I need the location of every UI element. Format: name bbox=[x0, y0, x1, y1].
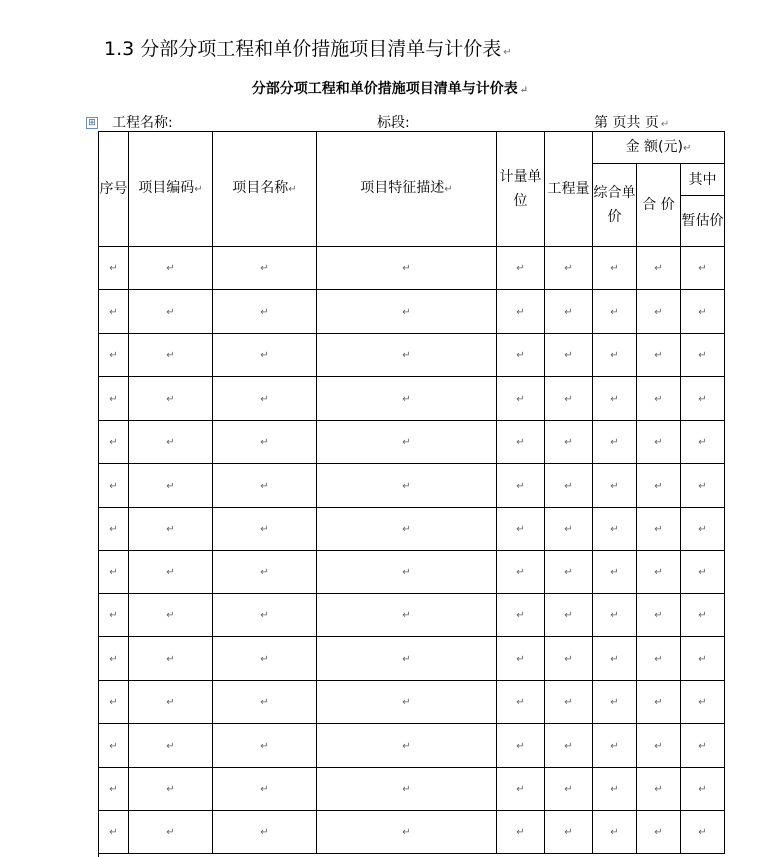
paragraph-mark-icon: ↵ bbox=[698, 740, 707, 752]
table-cell[interactable] bbox=[129, 768, 213, 811]
table-cell[interactable] bbox=[129, 637, 213, 681]
table-cell[interactable] bbox=[317, 377, 497, 421]
paragraph-mark-icon: ↵ bbox=[260, 610, 269, 621]
paragraph-mark-icon: ↵ bbox=[109, 827, 118, 838]
table-cell[interactable] bbox=[637, 464, 681, 508]
paragraph-mark-icon: ↵ bbox=[564, 263, 573, 274]
table-row bbox=[99, 290, 725, 334]
paragraph-mark-icon: ↵ bbox=[654, 306, 663, 318]
paragraph-mark-icon: ↵ bbox=[260, 784, 269, 795]
paragraph-mark-icon: ↵ bbox=[516, 697, 525, 708]
table-cell[interactable] bbox=[129, 247, 213, 290]
paragraph-mark-icon: ↵ bbox=[109, 567, 118, 578]
table-cell[interactable] bbox=[637, 811, 681, 854]
paragraph-mark-icon: ↵ bbox=[260, 480, 269, 492]
header-provisional: 暂估价 bbox=[681, 196, 725, 247]
table-cell[interactable] bbox=[213, 724, 317, 768]
table-cell[interactable] bbox=[637, 551, 681, 594]
table-cell[interactable] bbox=[545, 377, 593, 421]
paragraph-mark-icon: ↵ bbox=[109, 350, 118, 361]
paragraph-mark-icon: ↵ bbox=[402, 437, 411, 448]
paragraph-mark-icon: ↵ bbox=[654, 263, 663, 274]
table-cell[interactable] bbox=[129, 334, 213, 377]
table-cell[interactable] bbox=[99, 768, 129, 811]
table-row bbox=[99, 594, 725, 637]
paragraph-mark-icon: ↵ bbox=[654, 697, 663, 708]
paragraph-mark-icon: ↵ bbox=[654, 393, 663, 405]
paragraph-mark-icon: ↵ bbox=[516, 653, 525, 665]
paragraph-mark-icon: ↵ bbox=[260, 567, 269, 578]
table-cell[interactable] bbox=[497, 637, 545, 681]
paragraph-mark-icon: ↵ bbox=[698, 437, 707, 448]
paragraph-mark-icon: ↵ bbox=[610, 393, 619, 405]
paragraph-mark-icon: ↵ bbox=[402, 350, 411, 361]
table-cell[interactable] bbox=[99, 334, 129, 377]
paragraph-mark-icon: ↵ bbox=[698, 653, 707, 665]
paragraph-mark-icon: ↵ bbox=[610, 653, 619, 665]
paragraph-mark-icon: ↵ bbox=[564, 697, 573, 708]
header-desc: 项目特征描述↵ bbox=[317, 132, 497, 247]
paragraph-mark-icon: ↵ bbox=[402, 697, 411, 708]
paragraph-mark-icon: ↵ bbox=[610, 480, 619, 492]
table-cell[interactable] bbox=[213, 377, 317, 421]
header-unit-price: 综合单价 bbox=[593, 164, 637, 247]
table-row bbox=[99, 247, 725, 290]
paragraph-mark-icon: ↵ bbox=[698, 784, 707, 795]
paragraph-mark-icon: ↵ bbox=[516, 610, 525, 621]
paragraph-mark-icon: ↵ bbox=[166, 524, 175, 535]
paragraph-mark-icon: ↵ bbox=[109, 480, 118, 492]
table-cell[interactable] bbox=[99, 247, 129, 290]
header-total: 合 价 bbox=[637, 164, 681, 247]
paragraph-mark-icon: ↵ bbox=[610, 610, 619, 621]
table-cell[interactable] bbox=[497, 334, 545, 377]
table-row bbox=[99, 681, 725, 724]
paragraph-mark-icon: ↵ bbox=[564, 610, 573, 621]
table-cell[interactable] bbox=[497, 594, 545, 637]
table-cell[interactable] bbox=[637, 768, 681, 811]
table-cell[interactable] bbox=[317, 594, 497, 637]
paragraph-mark-icon: ↵ bbox=[402, 567, 411, 578]
table-cell[interactable] bbox=[99, 290, 129, 334]
table-row bbox=[99, 768, 725, 811]
table-cell[interactable] bbox=[593, 768, 637, 811]
table-cell[interactable] bbox=[593, 464, 637, 508]
table-cell[interactable] bbox=[497, 551, 545, 594]
paragraph-mark-icon: ↵ bbox=[654, 740, 663, 752]
paragraph-mark-icon: ↵ bbox=[166, 827, 175, 838]
paragraph-mark-icon: ↵ bbox=[109, 784, 118, 795]
table-cell[interactable] bbox=[497, 464, 545, 508]
table-row bbox=[99, 421, 725, 464]
table-cell[interactable] bbox=[99, 377, 129, 421]
table-cell[interactable] bbox=[497, 724, 545, 768]
table-cell[interactable] bbox=[317, 421, 497, 464]
paragraph-mark-icon: ↵ bbox=[516, 306, 525, 318]
paragraph-mark-icon: ↵ bbox=[654, 827, 663, 838]
table-cell[interactable] bbox=[681, 637, 725, 681]
paragraph-mark-icon: ↵ bbox=[654, 524, 663, 535]
paragraph-mark-icon: ↵ bbox=[516, 350, 525, 361]
table-row bbox=[99, 508, 725, 551]
paragraph-mark-icon: ↵ bbox=[166, 393, 175, 405]
table-cell[interactable] bbox=[545, 421, 593, 464]
table-cell[interactable] bbox=[317, 768, 497, 811]
paragraph-mark-icon: ↵ bbox=[564, 567, 573, 578]
table-cell[interactable] bbox=[99, 551, 129, 594]
table-cell[interactable] bbox=[637, 637, 681, 681]
paragraph-mark-icon: ↵ bbox=[564, 653, 573, 665]
paragraph-mark-icon: ↵ bbox=[698, 827, 707, 838]
paragraph-mark-icon: ↵ bbox=[260, 827, 269, 838]
paragraph-mark-icon: ↵ bbox=[260, 263, 269, 274]
table-cell[interactable] bbox=[213, 290, 317, 334]
table-cell[interactable] bbox=[213, 551, 317, 594]
header-unit: 计量单位 bbox=[497, 132, 545, 247]
paragraph-mark-icon: ↵ bbox=[109, 653, 118, 665]
table-cell[interactable] bbox=[497, 681, 545, 724]
paragraph-mark-icon: ↵ bbox=[402, 740, 411, 752]
table-cell[interactable] bbox=[681, 768, 725, 811]
paragraph-mark-icon: ↵ bbox=[698, 480, 707, 492]
table-cell[interactable] bbox=[545, 724, 593, 768]
paragraph-mark-icon: ↵ bbox=[564, 524, 573, 535]
paragraph-mark-icon: ↵ bbox=[698, 306, 707, 318]
paragraph-mark-icon: ↵ bbox=[260, 393, 269, 405]
paragraph-mark-icon: ↵ bbox=[698, 393, 707, 405]
table-cell[interactable] bbox=[99, 508, 129, 551]
table-cell[interactable] bbox=[317, 681, 497, 724]
table-cell[interactable] bbox=[99, 681, 129, 724]
paragraph-mark-icon: ↵ bbox=[654, 480, 663, 492]
paragraph-mark-icon: ↵ bbox=[698, 567, 707, 578]
table-row bbox=[99, 334, 725, 377]
paragraph-mark-icon: ↵ bbox=[610, 306, 619, 318]
table-cell[interactable] bbox=[545, 464, 593, 508]
paragraph-mark-icon: ↵ bbox=[698, 263, 707, 274]
table-cell[interactable] bbox=[545, 247, 593, 290]
paragraph-mark-icon: ↵ bbox=[516, 827, 525, 838]
table-cell[interactable] bbox=[637, 247, 681, 290]
paragraph-mark-icon: ↵ bbox=[564, 784, 573, 795]
table-cell[interactable] bbox=[637, 594, 681, 637]
paragraph-mark-icon: ↵ bbox=[654, 653, 663, 665]
table-cell[interactable] bbox=[545, 334, 593, 377]
table-cell[interactable] bbox=[129, 464, 213, 508]
table-cell[interactable] bbox=[545, 811, 593, 854]
table-cell[interactable] bbox=[213, 768, 317, 811]
table-cell[interactable] bbox=[637, 377, 681, 421]
paragraph-mark-icon: ↵ bbox=[610, 263, 619, 274]
paragraph-mark-icon: ↵ bbox=[698, 610, 707, 621]
table-cell[interactable] bbox=[497, 421, 545, 464]
table-cell[interactable] bbox=[497, 811, 545, 854]
table-cell[interactable] bbox=[129, 551, 213, 594]
paragraph-mark-icon: ↵ bbox=[260, 653, 269, 665]
table-cell[interactable] bbox=[637, 421, 681, 464]
paragraph-mark-icon: ↵ bbox=[519, 85, 529, 96]
paragraph-mark-icon: ↵ bbox=[564, 740, 573, 752]
table-cell[interactable] bbox=[593, 508, 637, 551]
paragraph-mark-icon: ↵ bbox=[516, 393, 525, 405]
paragraph-mark-icon: ↵ bbox=[260, 306, 269, 318]
paragraph-mark-icon: ↵ bbox=[564, 437, 573, 448]
header-code: 项目编码↵ bbox=[129, 132, 213, 247]
paragraph-mark-icon: ↵ bbox=[166, 437, 175, 448]
paragraph-mark-icon: ↵ bbox=[516, 567, 525, 578]
paragraph-mark-icon: ↵ bbox=[260, 524, 269, 535]
table-cell[interactable] bbox=[497, 768, 545, 811]
table-cell[interactable] bbox=[99, 421, 129, 464]
header-of-which: 其中 bbox=[681, 164, 725, 196]
paragraph-mark-icon: ↵ bbox=[260, 740, 269, 752]
paragraph-mark-icon: ↵ bbox=[698, 697, 707, 708]
table-cell[interactable] bbox=[593, 247, 637, 290]
table-cell[interactable] bbox=[637, 334, 681, 377]
table-cell[interactable] bbox=[129, 594, 213, 637]
paragraph-mark-icon: ↵ bbox=[109, 740, 118, 752]
table-cell[interactable] bbox=[99, 464, 129, 508]
table-cell[interactable] bbox=[213, 681, 317, 724]
table-cell[interactable] bbox=[681, 290, 725, 334]
table-cell[interactable] bbox=[129, 377, 213, 421]
header-seq: 序号 bbox=[99, 132, 129, 247]
paragraph-mark-icon: ↵ bbox=[654, 350, 663, 361]
paragraph-mark-icon: ↵ bbox=[564, 350, 573, 361]
paragraph-mark-icon: ↵ bbox=[260, 437, 269, 448]
table-cell[interactable] bbox=[129, 508, 213, 551]
table-cell[interactable] bbox=[99, 724, 129, 768]
table-cell[interactable] bbox=[213, 247, 317, 290]
paragraph-mark-icon: ↵ bbox=[166, 784, 175, 795]
table-cell[interactable] bbox=[497, 290, 545, 334]
table-move-handle-icon[interactable]: ⊞ bbox=[86, 117, 98, 129]
paragraph-mark-icon: ↵ bbox=[109, 610, 118, 621]
table-row bbox=[99, 377, 725, 421]
table-cell[interactable] bbox=[317, 290, 497, 334]
table-cell[interactable] bbox=[129, 724, 213, 768]
table-cell[interactable] bbox=[545, 637, 593, 681]
paragraph-mark-icon: ↵ bbox=[166, 480, 175, 492]
table-cell[interactable] bbox=[129, 811, 213, 854]
table-cell[interactable] bbox=[593, 551, 637, 594]
paragraph-mark-icon: ↵ bbox=[402, 653, 411, 665]
paragraph-mark-icon: ↵ bbox=[109, 263, 118, 274]
table-cell[interactable] bbox=[545, 768, 593, 811]
section-heading: 1.3 分部分项工程和单价措施项目清单与计价表 ↵ bbox=[104, 38, 512, 60]
paragraph-mark-icon: ↵ bbox=[109, 393, 118, 405]
table-cell[interactable] bbox=[681, 551, 725, 594]
paragraph-mark-icon: ↵ bbox=[654, 567, 663, 578]
paragraph-mark-icon: ↵ bbox=[166, 740, 175, 752]
paragraph-mark-icon: ↵ bbox=[166, 263, 175, 274]
table-cell[interactable] bbox=[681, 377, 725, 421]
table-row bbox=[99, 464, 725, 508]
paragraph-mark-icon: ↵ bbox=[654, 437, 663, 448]
table-cell[interactable] bbox=[593, 681, 637, 724]
paragraph-mark-icon: ↵ bbox=[109, 697, 118, 708]
paragraph-mark-icon: ↵ bbox=[610, 784, 619, 795]
paragraph-mark-icon: ↵ bbox=[698, 524, 707, 535]
table-cell[interactable] bbox=[317, 464, 497, 508]
paragraph-mark-icon: ↵ bbox=[503, 47, 512, 58]
table-cell[interactable] bbox=[129, 681, 213, 724]
table-cell[interactable] bbox=[681, 334, 725, 377]
paragraph-mark-icon: ↵ bbox=[260, 350, 269, 361]
table-row bbox=[99, 724, 725, 768]
table-row bbox=[99, 811, 725, 854]
paragraph-mark-icon: ↵ bbox=[109, 306, 118, 318]
table-cell[interactable] bbox=[681, 681, 725, 724]
table-cell[interactable] bbox=[637, 681, 681, 724]
paragraph-mark-icon: ↵ bbox=[516, 524, 525, 535]
table-cell[interactable] bbox=[545, 681, 593, 724]
paragraph-mark-icon: ↵ bbox=[402, 827, 411, 838]
paragraph-mark-icon: ↵ bbox=[610, 524, 619, 535]
paragraph-mark-icon: ↵ bbox=[516, 740, 525, 752]
paragraph-mark-icon: ↵ bbox=[660, 119, 670, 130]
table-cell[interactable] bbox=[497, 377, 545, 421]
paragraph-mark-icon: ↵ bbox=[109, 524, 118, 535]
paragraph-mark-icon: ↵ bbox=[109, 437, 118, 448]
table-cell[interactable] bbox=[129, 290, 213, 334]
header-amount: 金 额(元)↵ bbox=[593, 132, 725, 164]
table-row bbox=[99, 637, 725, 681]
paragraph-mark-icon: ↵ bbox=[654, 610, 663, 621]
paragraph-mark-icon: ↵ bbox=[166, 653, 175, 665]
table-cell[interactable] bbox=[681, 508, 725, 551]
table-cell[interactable] bbox=[637, 508, 681, 551]
table-cell[interactable] bbox=[593, 377, 637, 421]
table-cell[interactable] bbox=[593, 724, 637, 768]
page-label: 第 页共 页 ↵ bbox=[594, 115, 670, 131]
paragraph-mark-icon: ↵ bbox=[564, 480, 573, 492]
table-cell[interactable] bbox=[213, 421, 317, 464]
paragraph-mark-icon: ↵ bbox=[654, 784, 663, 795]
price-table bbox=[98, 131, 725, 854]
table-cell[interactable] bbox=[681, 811, 725, 854]
table-cell[interactable] bbox=[99, 637, 129, 681]
paragraph-mark-icon: ↵ bbox=[610, 350, 619, 361]
paragraph-mark-icon: ↵ bbox=[166, 697, 175, 708]
table-cell[interactable] bbox=[317, 247, 497, 290]
paragraph-mark-icon: ↵ bbox=[260, 697, 269, 708]
paragraph-mark-icon: ↵ bbox=[610, 697, 619, 708]
table-cell[interactable] bbox=[497, 247, 545, 290]
table-cell[interactable] bbox=[593, 421, 637, 464]
project-name-label: 工程名称: bbox=[112, 115, 173, 131]
table-cell[interactable] bbox=[213, 637, 317, 681]
paragraph-mark-icon: ↵ bbox=[166, 350, 175, 361]
paragraph-mark-icon: ↵ bbox=[564, 827, 573, 838]
header-qty: 工程量 bbox=[545, 132, 593, 247]
header-name: 项目名称↵ bbox=[213, 132, 317, 247]
table-cell[interactable] bbox=[593, 334, 637, 377]
table-cell[interactable] bbox=[99, 811, 129, 854]
table-cell[interactable] bbox=[681, 464, 725, 508]
table-cell[interactable] bbox=[545, 594, 593, 637]
table-cell[interactable] bbox=[99, 594, 129, 637]
table-title: 分部分项工程和单价措施项目清单与计价表 ↵ bbox=[251, 81, 529, 97]
paragraph-mark-icon: ↵ bbox=[402, 263, 411, 274]
table-cell[interactable] bbox=[637, 724, 681, 768]
table-cell[interactable] bbox=[681, 247, 725, 290]
table-cell[interactable] bbox=[213, 508, 317, 551]
table-continuation bbox=[98, 853, 726, 857]
table-cell[interactable] bbox=[317, 551, 497, 594]
paragraph-mark-icon: ↵ bbox=[610, 567, 619, 578]
table-cell[interactable] bbox=[545, 508, 593, 551]
paragraph-mark-icon: ↵ bbox=[402, 524, 411, 535]
table-cell[interactable] bbox=[545, 551, 593, 594]
paragraph-mark-icon: ↵ bbox=[516, 263, 525, 274]
table-cell[interactable] bbox=[317, 724, 497, 768]
table-cell[interactable] bbox=[497, 508, 545, 551]
table-cell[interactable] bbox=[593, 290, 637, 334]
paragraph-mark-icon: ↵ bbox=[698, 350, 707, 361]
table-cell[interactable] bbox=[213, 464, 317, 508]
paragraph-mark-icon: ↵ bbox=[610, 437, 619, 448]
table-cell[interactable] bbox=[593, 811, 637, 854]
paragraph-mark-icon: ↵ bbox=[516, 480, 525, 492]
table-cell[interactable] bbox=[213, 811, 317, 854]
table-cell[interactable] bbox=[213, 594, 317, 637]
table-cell[interactable] bbox=[213, 334, 317, 377]
paragraph-mark-icon: ↵ bbox=[610, 827, 619, 838]
table-cell[interactable] bbox=[545, 290, 593, 334]
table-cell[interactable] bbox=[593, 637, 637, 681]
table-cell[interactable] bbox=[129, 421, 213, 464]
paragraph-mark-icon: ↵ bbox=[610, 740, 619, 752]
table-cell[interactable] bbox=[317, 811, 497, 854]
paragraph-mark-icon: ↵ bbox=[402, 393, 411, 405]
table-cell[interactable] bbox=[681, 594, 725, 637]
paragraph-mark-icon: ↵ bbox=[516, 784, 525, 795]
table-row bbox=[99, 551, 725, 594]
paragraph-mark-icon: ↵ bbox=[402, 480, 411, 492]
table-cell[interactable] bbox=[317, 334, 497, 377]
paragraph-mark-icon: ↵ bbox=[564, 393, 573, 405]
section-label: 标段: bbox=[377, 115, 410, 131]
paragraph-mark-icon: ↵ bbox=[166, 567, 175, 578]
table-cell[interactable] bbox=[681, 421, 725, 464]
paragraph-mark-icon: ↵ bbox=[402, 306, 411, 318]
table-cell[interactable] bbox=[317, 508, 497, 551]
table-cell[interactable] bbox=[681, 724, 725, 768]
table-cell[interactable] bbox=[637, 290, 681, 334]
paragraph-mark-icon: ↵ bbox=[402, 610, 411, 621]
table-cell[interactable] bbox=[593, 594, 637, 637]
paragraph-mark-icon: ↵ bbox=[166, 306, 175, 318]
paragraph-mark-icon: ↵ bbox=[516, 437, 525, 448]
table-cell[interactable] bbox=[317, 637, 497, 681]
paragraph-mark-icon: ↵ bbox=[564, 306, 573, 318]
paragraph-mark-icon: ↵ bbox=[166, 610, 175, 621]
paragraph-mark-icon: ↵ bbox=[402, 784, 411, 795]
